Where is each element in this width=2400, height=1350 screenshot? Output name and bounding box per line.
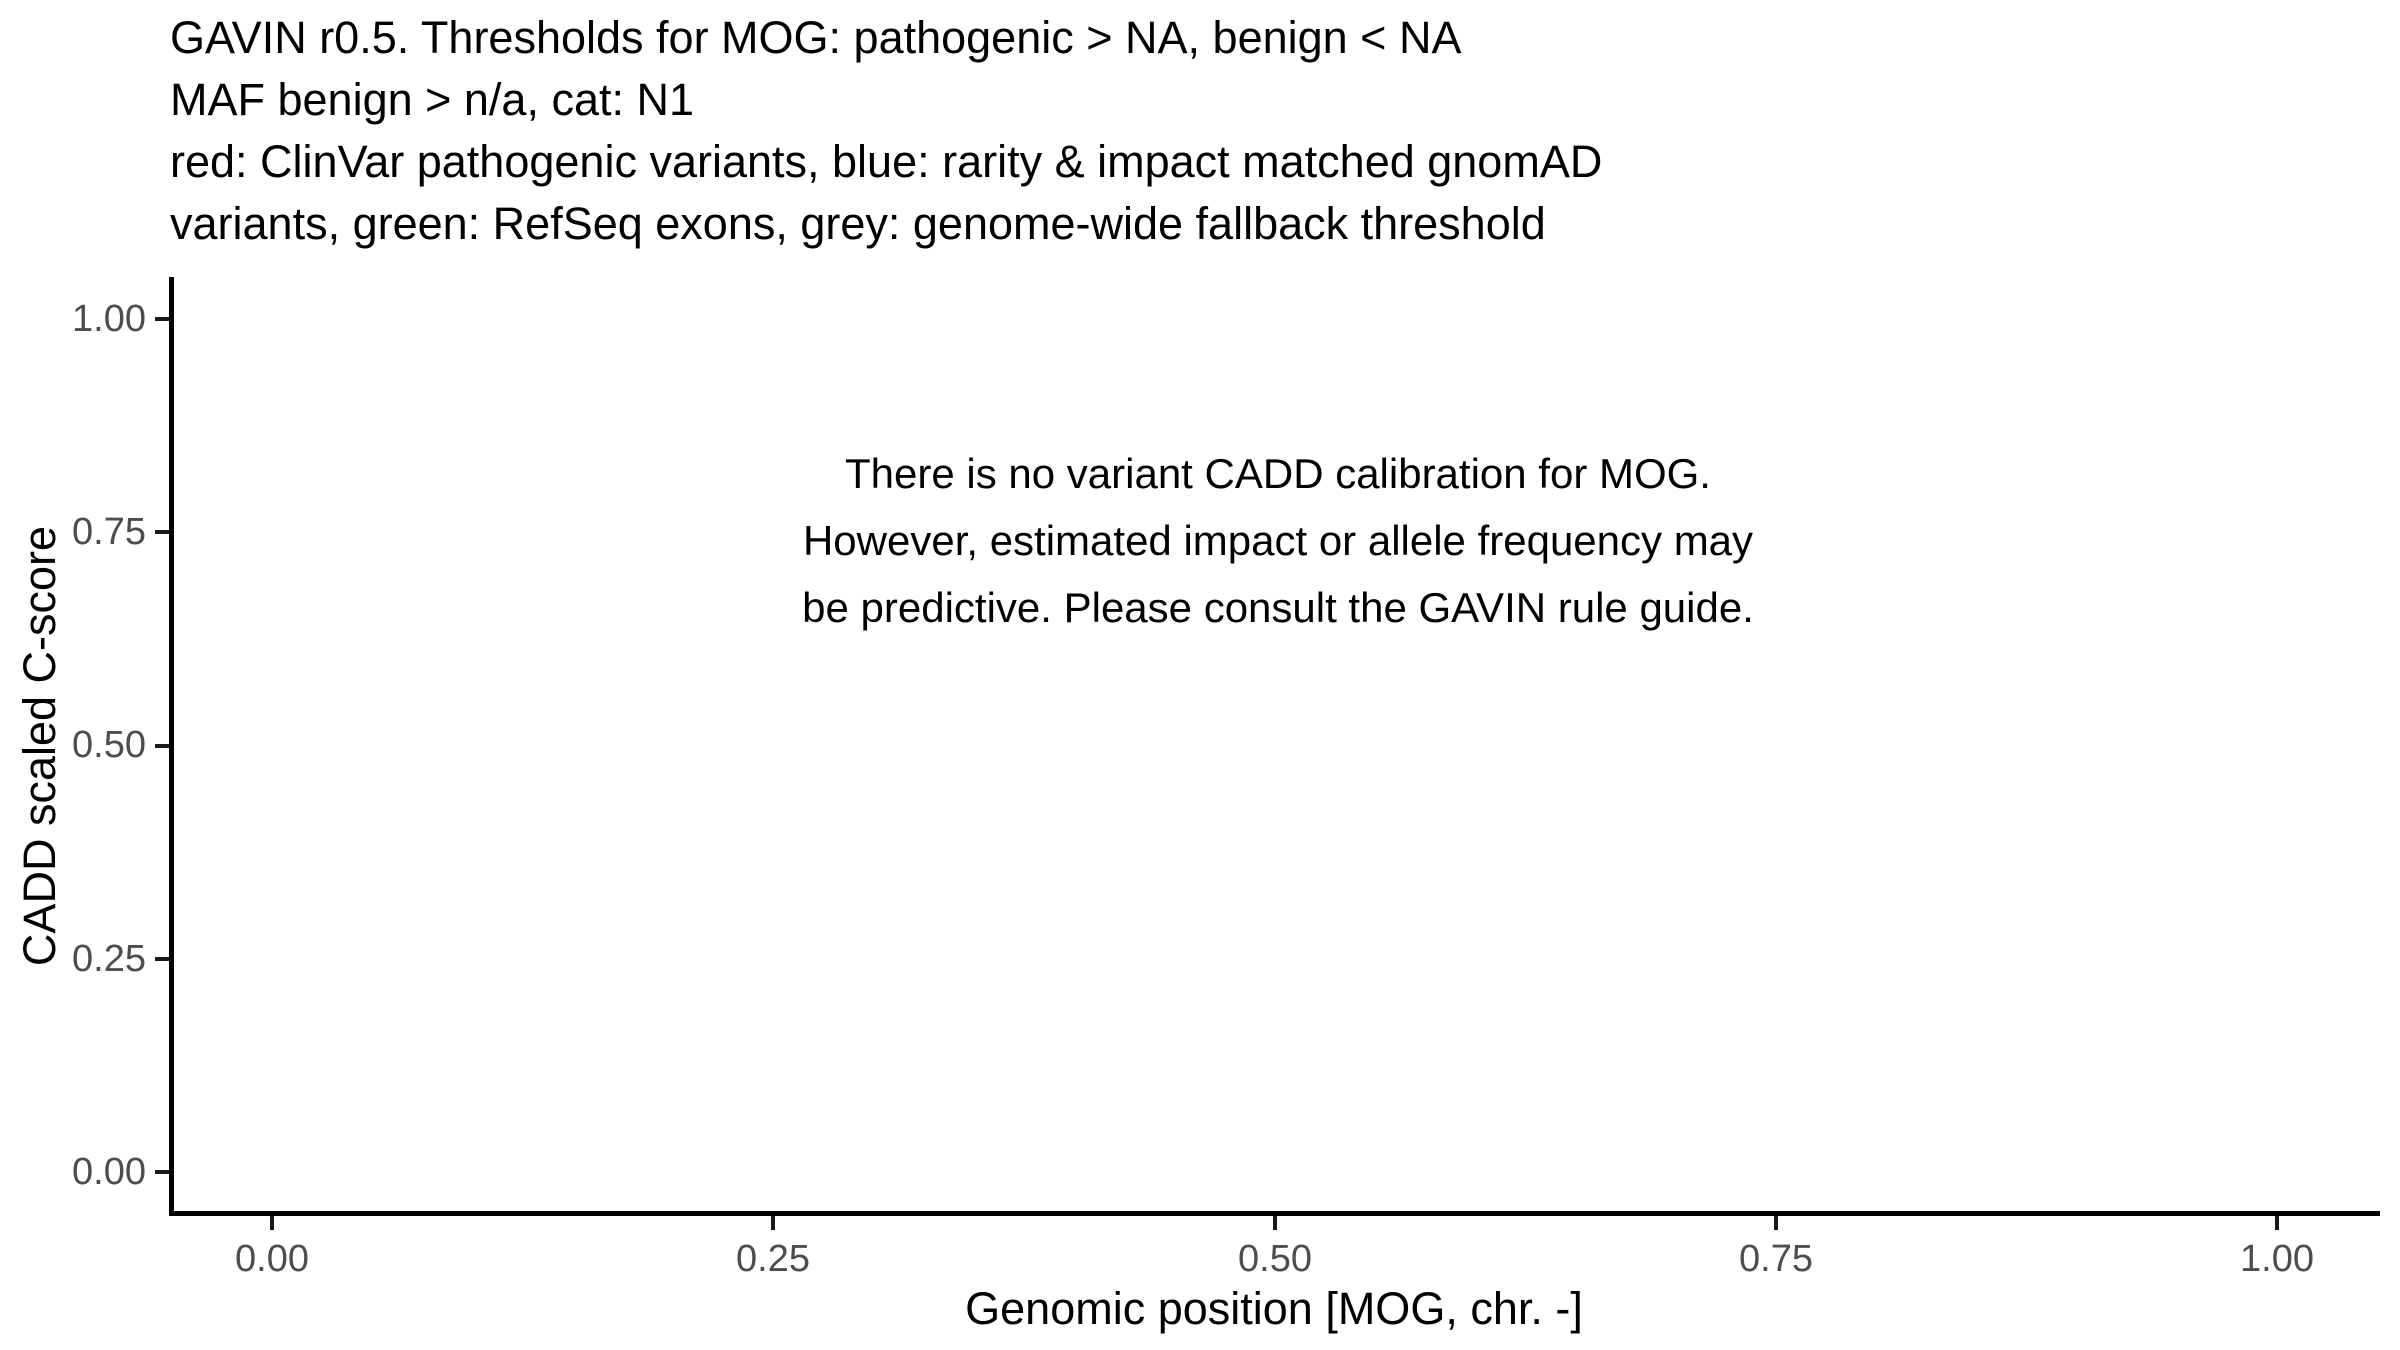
chart-title-line-1: GAVIN r0.5. Thresholds for MOG: pathogenic > NA, benign < NA [170,12,1462,63]
y-tick-label-1.00: 1.00 [72,298,146,340]
y-tick-mark-0.00 [155,1170,169,1174]
y-tick-label-0.50: 0.50 [72,724,146,766]
chart-title-line-4: variants, green: RefSeq exons, grey: genome-wide fallback threshold [170,198,1546,249]
annotation-line-3: be predictive. Please consult the GAVIN rule guide. [802,584,1754,631]
x-tick-mark-0.75 [1774,1216,1778,1230]
x-tick-label-0.50: 0.50 [1238,1238,1312,1280]
y-tick-label-0.75: 0.75 [72,511,146,553]
x-tick-mark-0.25 [771,1216,775,1230]
annotation-line-2: However, estimated impact or allele frequency may [802,517,1754,564]
x-tick-mark-0.00 [270,1216,274,1230]
chart-title-line-2: MAF benign > n/a, cat: N1 [170,74,695,125]
x-tick-mark-0.50 [1273,1216,1277,1230]
x-tick-mark-1.00 [2275,1216,2279,1230]
x-tick-label-0.75: 0.75 [1739,1238,1813,1280]
y-tick-mark-0.25 [155,957,169,961]
y-axis-line [169,277,174,1216]
y-tick-mark-0.75 [155,530,169,534]
annotation-line-1: There is no variant CADD calibration for MOG. [845,450,1711,497]
y-tick-label-0.00: 0.00 [72,1151,146,1193]
y-tick-label-0.25: 0.25 [72,938,146,980]
x-tick-label-0.00: 0.00 [235,1238,309,1280]
chart-title [170,7,1602,255]
y-tick-mark-1.00 [155,317,169,321]
x-tick-label-0.25: 0.25 [736,1238,810,1280]
plot-panel [171,277,2379,1215]
x-axis-title: Genomic position [MOG, chr. -] [965,1283,1583,1334]
chart-title-line-3: red: ClinVar pathogenic variants, blue: rarity & impact matched gnomAD [170,136,1603,187]
y-tick-mark-0.50 [155,744,169,748]
no-calibration-annotation [802,440,1754,641]
y-axis-title: CADD scaled C-score [14,525,65,967]
x-tick-label-1.00: 1.00 [2240,1238,2314,1280]
